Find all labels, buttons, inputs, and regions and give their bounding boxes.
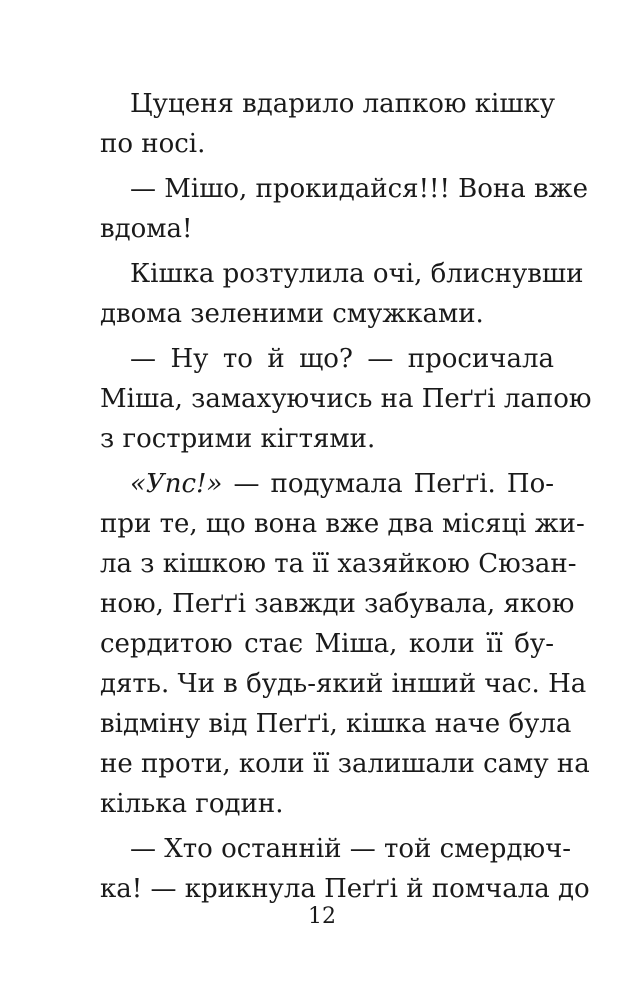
- text-line-3: — Мішо, прокидайся!!! Вона вже: [130, 174, 588, 204]
- text-line-16: відміну від Пеґґі, кішка наче була: [100, 709, 572, 739]
- text-line-14: сердитою стає Міша, коли її бу-: [100, 629, 554, 659]
- text-line-12: ла з кішкою та її хазяйкою Сюзан-: [100, 549, 577, 579]
- text-line-1: Цуценя вдарило лапкою кішку: [130, 89, 556, 119]
- text-line-19: — Хто останній — той смердюч-: [130, 834, 572, 864]
- text-line-15: дять. Чи в будь-який інший час. На: [100, 669, 587, 699]
- text-line-20: ка! — крикнула Пеґґі й помчала до: [100, 874, 590, 904]
- text-line-17: не проти, коли її залишали саму на: [100, 749, 590, 779]
- text-line-4: вдома!: [100, 214, 193, 244]
- text-line-13: ною, Пеґґі завжди забувала, якою: [100, 589, 575, 619]
- text-line-18: кілька годин.: [100, 789, 284, 819]
- text-line-7: — Ну то й що? — просичала: [130, 344, 554, 374]
- text-line-11: при те, що вона вже два місяці жи-: [100, 509, 585, 539]
- text-line-9: з гострими кігтями.: [100, 424, 376, 454]
- text-line-8: Міша, замахуючись на Пеґґі лапою: [100, 384, 592, 414]
- text-line-6: двома зеленими смужками.: [100, 299, 484, 329]
- exclamation-italic: «Упс!»: [130, 469, 223, 499]
- page-number: 12: [308, 904, 336, 929]
- text-line-2: по носі.: [100, 129, 206, 159]
- text-line-10: [130, 464, 554, 504]
- text-line-5: Кішка розтулила очі, блиснувши: [130, 259, 584, 289]
- text-line-10-rest: — подумала Пеґґі. По-: [233, 469, 555, 499]
